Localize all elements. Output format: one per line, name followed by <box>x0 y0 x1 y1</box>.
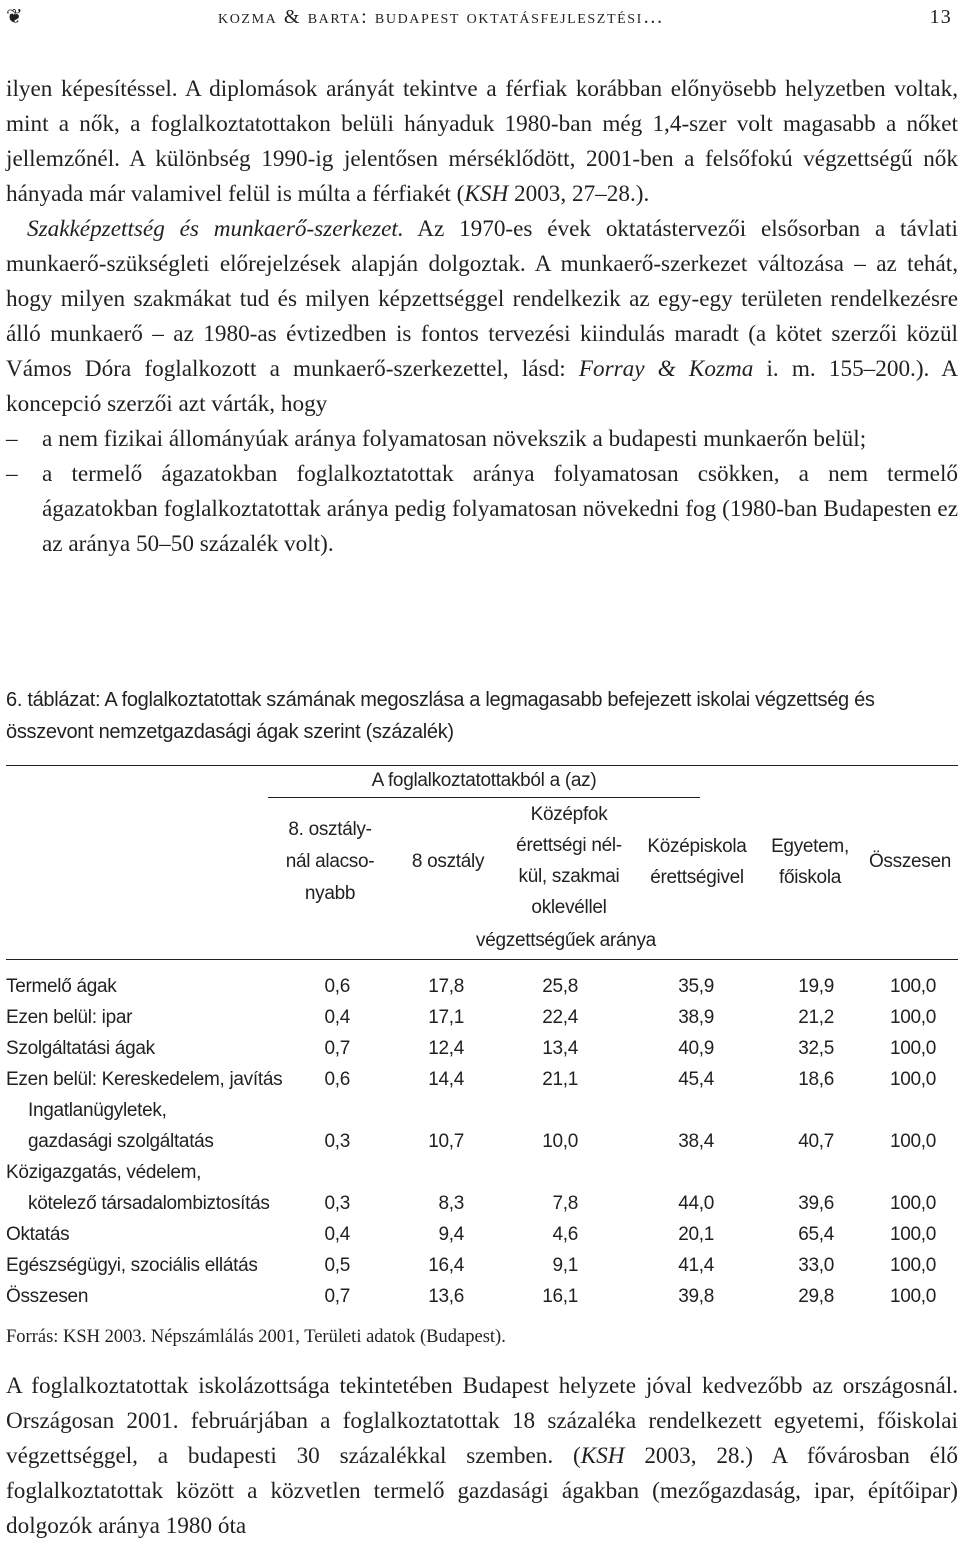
table-cell: 100,0 <box>889 1224 936 1245</box>
table-cell: 21,2 <box>798 1007 834 1028</box>
table-title: A foglalkoztatottak számának megoszlása a legmagasabb befejezett iskolai végzettség és összevont nemzetgazdasági ágak szerint (százalék) <box>6 689 875 743</box>
table-cell: 100,0 <box>889 976 936 997</box>
dash-list <box>6 422 958 562</box>
table-cell: 12,4 <box>428 1038 464 1059</box>
table-cell: 9,1 <box>552 1255 578 1276</box>
row-label: gazdasági szolgáltatás <box>28 1131 214 1152</box>
column-header: Egyetem, főiskola <box>771 836 849 888</box>
column-header: Összesen <box>868 851 952 872</box>
row-label: Közigazgatás, védelem, <box>6 1162 202 1183</box>
table-cell: 0,7 <box>324 1038 350 1059</box>
table-cell: 100,0 <box>889 1286 936 1307</box>
table-cell: 20,1 <box>678 1224 714 1245</box>
table-cell: 0,6 <box>324 1069 350 1090</box>
table-cell: 10,0 <box>542 1131 578 1152</box>
table-row <box>6 1002 958 1033</box>
table-cell: 29,8 <box>798 1286 834 1307</box>
table-cell: 0,3 <box>324 1193 350 1214</box>
row-label: kötelező társadalombiztosítás <box>28 1193 270 1214</box>
row-label: Összesen <box>6 1286 89 1307</box>
table-cell: 22,4 <box>542 1007 578 1028</box>
table-cell: 100,0 <box>889 1193 936 1214</box>
citation: KSH <box>580 1443 625 1469</box>
fleuron-ornament-icon: ❦ <box>6 6 24 28</box>
citation: KSH <box>464 181 509 207</box>
table-header-rule <box>6 959 958 960</box>
table-cell: 0,3 <box>324 1131 350 1152</box>
table-cell: 0,4 <box>324 1007 350 1028</box>
paragraph: Szakképzettség és munkaerő-szerkezet. Az 1970-es évek oktatástervezői elsősorban a távlati munkaerő-szükségleti előrejelzések alapján dolgoztak. A munkaerő-szerkezet változása – az tehát, hogy milyen szakmákat tud és milyen képzettséggel rendelkezik az egy-egy területen rendelkezésre álló munkaerő – az 1980-as évtizedben is fontos tervezési kiindulás maradt (a kötet szerzői közül Vámos Dóra foglalkozott a munkaerő-szerkezettel, lásd: Forray & Kozma i. m. 155–200.). A koncepció szerzői azt várták, hogy <box>6 216 958 417</box>
list-item: – a termelő ágazatokban foglalkoztatottak aránya folyamatosan csökken, a nem termelő ágazatokban foglalkoztatottak aránya pedig folyamatosan növekedni fog (1980-ban Budapesten ez az aránya 50–50 százalék volt). <box>6 461 958 557</box>
table-cell: 40,9 <box>678 1038 714 1059</box>
table-cell: 65,4 <box>798 1224 834 1245</box>
table-cell: 7,8 <box>552 1193 578 1214</box>
table-cell: 16,4 <box>428 1255 464 1276</box>
table-cell: 4,6 <box>552 1224 578 1245</box>
table-cell: 18,6 <box>798 1069 834 1090</box>
table-cell: 9,4 <box>438 1224 464 1245</box>
table-cell: 100,0 <box>889 1255 936 1276</box>
table-cell: 8,3 <box>438 1193 464 1214</box>
table-cell: 100,0 <box>889 1007 936 1028</box>
table-number: 6. táblázat: <box>6 689 101 711</box>
table-row <box>6 1281 958 1312</box>
table-cell: 0,5 <box>324 1255 350 1276</box>
row-label: Ezen belül: Kereskedelem, javítás <box>6 1069 283 1090</box>
page-number: 13 <box>929 6 952 28</box>
table-group-footer: végzettségűek aránya <box>476 930 656 951</box>
table-cell: 14,4 <box>428 1069 464 1090</box>
table-cell: 35,9 <box>678 976 714 997</box>
table-row <box>6 1188 958 1219</box>
table-cell: 40,7 <box>798 1131 834 1152</box>
table-cell: 100,0 <box>889 1069 936 1090</box>
table-row-label-line <box>6 1095 958 1126</box>
paragraph: A foglalkoztatottak iskolázottsága tekintetében Budapest helyzete jóval kedvezőbb az országosnál. Országosan 2001. februárjában a foglalkoztatottak 18 százaléka rendelkezett egyetemi, főiskolai végzettséggel, a budapesti 30 százalékkal szemben. (KSH 2003, 28.) A fővárosban élő foglalkoztatottak között a közvetlen termelő gazdasági ágakban (mezőgazdaság, ipar, építőipar) dolgozók aránya 1980 óta <box>6 1373 958 1539</box>
table-cell: 0,4 <box>324 1224 350 1245</box>
table-row <box>6 1126 958 1157</box>
row-label: Ezen belül: ipar <box>6 1007 133 1028</box>
running-header <box>6 4 952 30</box>
body-text-top <box>6 72 958 562</box>
table-cell: 13,4 <box>542 1038 578 1059</box>
row-label: Ingatlanügyletek, <box>28 1100 167 1121</box>
table-cell: 17,8 <box>428 976 464 997</box>
table-cell: 41,4 <box>678 1255 714 1276</box>
table-cell: 100,0 <box>889 1131 936 1152</box>
list-item: – a nem fizikai állományúak aránya folyamatosan növekszik a budapesti munkaerőn belül; <box>6 426 867 452</box>
table-cell: 38,4 <box>678 1131 714 1152</box>
table-cell: 19,9 <box>798 976 834 997</box>
running-title: kozma & barta: budapest oktatásfejlesztési… <box>218 6 665 28</box>
data-table <box>6 765 958 1325</box>
column-header: 8 osztály <box>411 851 485 872</box>
column-header: 8. osztály- nál alacso- nyabb <box>285 819 375 904</box>
table-cell: 32,5 <box>798 1038 834 1059</box>
table-cell: 44,0 <box>678 1193 714 1214</box>
table-caption <box>6 684 958 748</box>
table-row <box>6 971 958 1002</box>
table-cell: 10,7 <box>428 1131 464 1152</box>
table-cell: 39,8 <box>678 1286 714 1307</box>
body-text-bottom <box>6 1369 958 1544</box>
table-cell: 0,7 <box>324 1286 350 1307</box>
table-cell: 45,4 <box>678 1069 714 1090</box>
column-header: Középfok érettségi nél- kül, szakmai oklevéllel <box>516 804 622 918</box>
table-cell: 100,0 <box>889 1038 936 1059</box>
column-header: Középiskola érettségivel <box>647 836 747 888</box>
paragraph: ilyen képesítéssel. A diplomások arányát tekintve a férfiak korábban előnyösebb helyzetben voltak, mint a nők, a foglalkoztatottakon belüli hányaduk 1980-ban még 1,4-szer volt magasabb a nőket jellemzőnél. A különbség 1990-ig jelentősen mérséklődött, 2001-ben a felsőfokú végzettségű nők hányada már valamivel felül is múlta a férfiakét (KSH 2003, 27–28.). <box>6 76 958 207</box>
table-source-note: Forrás: KSH 2003. Népszámlálás 2001, Területi adatok (Budapest). <box>6 1327 506 1347</box>
table-row-label-line <box>6 1157 958 1188</box>
table-cell: 13,6 <box>428 1286 464 1307</box>
table-cell: 25,8 <box>542 976 578 997</box>
table-cell: 39,6 <box>798 1193 834 1214</box>
table-group-header: A foglalkoztatottakból a (az) <box>371 770 597 791</box>
table-group-rule <box>268 797 700 798</box>
table-cell: 21,1 <box>542 1069 578 1090</box>
section-run-in-heading: Szakképzettség és munkaerő-szerkezet. <box>27 216 404 242</box>
table-cell: 16,1 <box>542 1286 578 1307</box>
row-label: Egészségügyi, szociális ellátás <box>6 1255 258 1276</box>
citation: Forray & Kozma <box>578 356 754 382</box>
table-row <box>6 1033 958 1064</box>
row-label: Szolgáltatási ágak <box>6 1038 155 1059</box>
row-label: Oktatás <box>6 1224 70 1245</box>
table-row <box>6 1250 958 1281</box>
table-row <box>6 1064 958 1095</box>
table-cell: 38,9 <box>678 1007 714 1028</box>
table-cell: 33,0 <box>798 1255 834 1276</box>
table-cell: 0,6 <box>324 976 350 997</box>
table-row <box>6 1219 958 1250</box>
table-cell: 17,1 <box>428 1007 464 1028</box>
row-label: Termelő ágak <box>6 976 117 997</box>
